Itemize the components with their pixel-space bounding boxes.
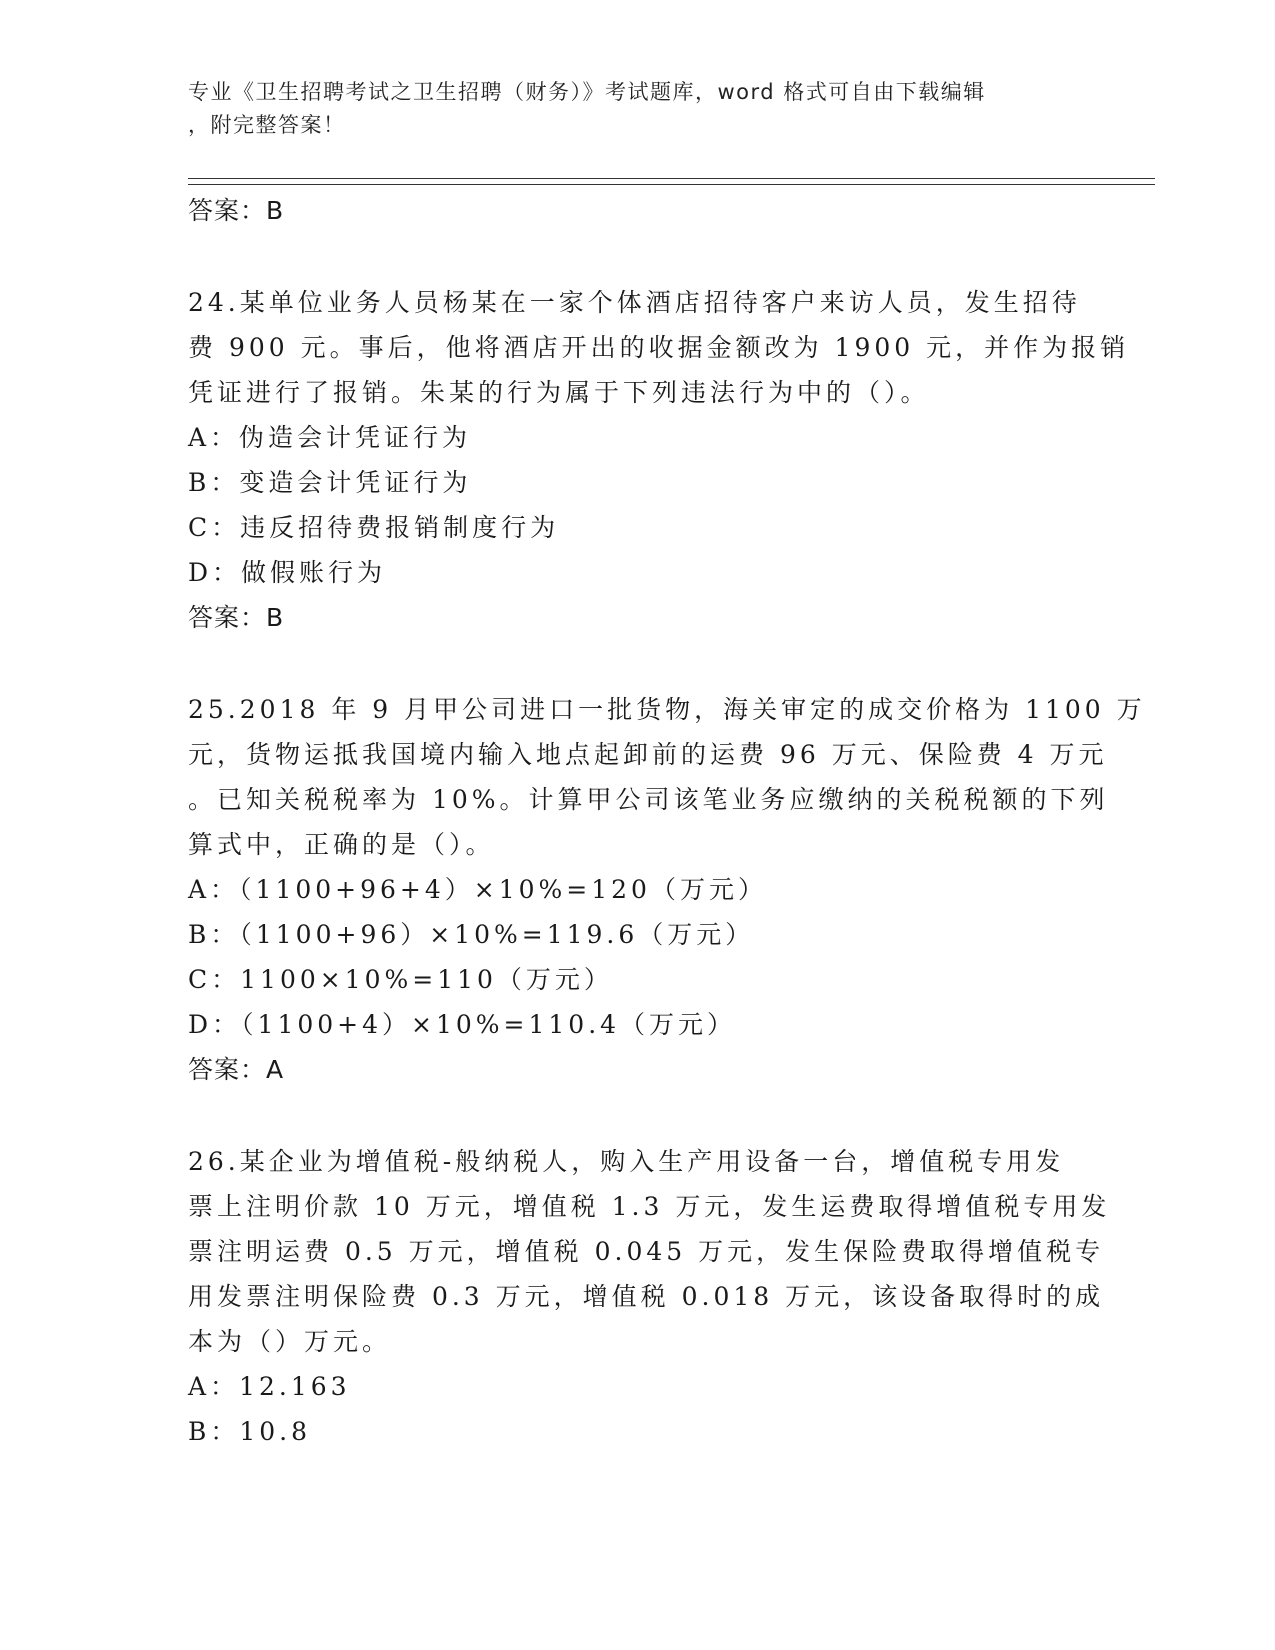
answer-24: 答案：B xyxy=(188,603,285,632)
option-b: B：（1100+96）×10%=119.6（万元） xyxy=(188,920,755,949)
question-25 xyxy=(188,687,1146,1092)
header-line-2: ，附完整答案！ xyxy=(188,113,346,137)
stem-line: 算式中，正确的是（）。 xyxy=(188,830,495,859)
header-line-1: 专业《卫生招聘考试之卫生招聘（财务）》考试题库，word 格式可自由下载编辑 xyxy=(188,80,986,104)
stem-line: 票上注明价款 10 万元，增值税 1.3 万元，发生运费取得增值税专用发 xyxy=(188,1192,1111,1221)
stem-line: 。已知关税税率为 10%。计算甲公司该笔业务应缴纳的关税税额的下列 xyxy=(188,785,1109,814)
stem-line: 本为（）万元。 xyxy=(188,1327,392,1356)
option-c: C：1100×10%=110（万元） xyxy=(188,965,613,994)
question-26 xyxy=(188,1139,1111,1454)
page-header xyxy=(188,76,1088,142)
option-b: B：变造会计凭证行为 xyxy=(188,468,472,497)
answer-25: 答案：A xyxy=(188,1055,285,1084)
spacer xyxy=(188,640,1088,687)
spacer xyxy=(188,1092,1088,1139)
stem-line: 费 900 元。事后，他将酒店开出的收据金额改为 1900 元，并作为报销 xyxy=(188,333,1130,362)
option-c: C：违反招待费报销制度行为 xyxy=(188,513,560,542)
option-a: A：（1100+96+4）×10%=120（万元） xyxy=(188,875,767,904)
stem-line: 凭证进行了报销。朱某的行为属于下列违法行为中的（）。 xyxy=(188,378,930,407)
stem-line: 24.某单位业务人员杨某在一家个体酒店招待客户来访人员，发生招待 xyxy=(188,288,1081,317)
stem-line: 用发票注明保险费 0.3 万元，增值税 0.018 万元，该设备取得时的成 xyxy=(188,1282,1105,1311)
spacer xyxy=(188,233,1088,280)
option-a: A：伪造会计凭证行为 xyxy=(188,423,472,452)
option-d: D：做假账行为 xyxy=(188,558,387,587)
stem-line: 26.某企业为增值税-般纳税人，购入生产用设备一台，增值税专用发 xyxy=(188,1147,1065,1176)
option-d: D：（1100+4）×10%=110.4（万元） xyxy=(188,1010,737,1039)
question-24 xyxy=(188,280,1130,640)
stem-line: 25.2018 年 9 月甲公司进口一批货物，海关审定的成交价格为 1100 万 xyxy=(188,695,1146,724)
option-b: B：10.8 xyxy=(188,1417,312,1446)
stem-line: 元，货物运抵我国境内输入地点起卸前的运费 96 万元、保险费 4 万元 xyxy=(188,740,1108,769)
question-26-stem xyxy=(188,1139,1111,1364)
answer-previous-question: 答案：B xyxy=(188,196,285,225)
stem-line: 票注明运费 0.5 万元，增值税 0.045 万元，发生保险费取得增值税专 xyxy=(188,1237,1105,1266)
question-25-stem xyxy=(188,687,1146,867)
option-a: A：12.163 xyxy=(188,1372,351,1401)
question-24-stem xyxy=(188,280,1130,415)
question-list xyxy=(188,188,1146,1454)
header-divider xyxy=(188,178,1155,185)
